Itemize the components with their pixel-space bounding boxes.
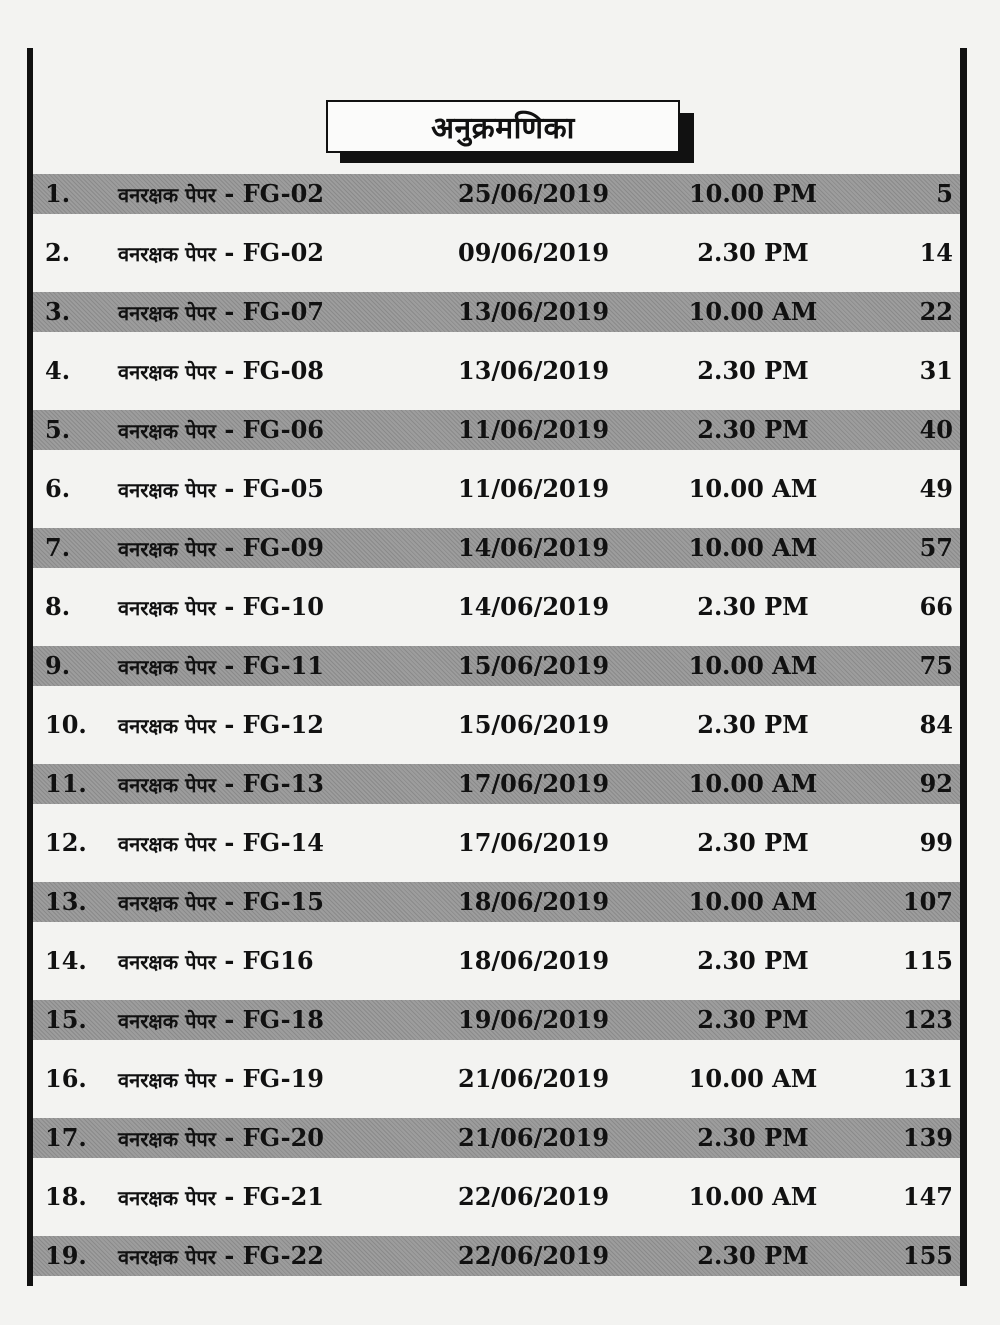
paper-name: वनरक्षक पेपर [118,537,216,561]
paper-code: - FG-13 [215,769,324,798]
page-number: 123 [902,1005,953,1034]
row-number: 16. [45,1064,87,1093]
page-number: 57 [919,533,953,562]
paper-code: - FG-05 [215,474,324,503]
page-number: 40 [919,415,953,444]
row-number: 11. [45,769,87,798]
exam-date: 17/06/2019 [458,828,610,857]
paper-title [118,528,408,568]
paper-name: वनरक्षक पेपर [118,1068,216,1092]
row-number: 9. [45,651,71,680]
exam-time: 2.30 PM [697,1005,809,1034]
exam-time: 10.00 AM [688,533,818,562]
page-number: 92 [919,769,953,798]
paper-title [118,1177,408,1217]
exam-time: 2.30 PM [697,415,809,444]
paper-code: - FG-18 [215,1005,324,1034]
exam-time: 2.30 PM [697,238,809,267]
paper-code: - FG-14 [215,828,324,857]
paper-code: - FG-02 [215,179,324,208]
page-number: 131 [902,1064,953,1093]
paper-name: वनरक्षक पेपर [118,478,216,502]
row-number: 10. [45,710,87,739]
table-row[interactable] [33,1000,960,1040]
paper-name: वनरक्षक पेपर [118,714,216,738]
table-row[interactable] [33,1236,960,1276]
paper-code: - FG-08 [215,356,324,385]
exam-date: 09/06/2019 [458,238,610,267]
paper-code: - FG-19 [215,1064,324,1093]
row-number: 19. [45,1241,87,1270]
exam-time: 2.30 PM [697,946,809,975]
table-row[interactable] [33,174,960,214]
exam-time: 2.30 PM [697,1241,809,1270]
paper-code: - FG-12 [215,710,324,739]
table-row[interactable] [33,410,960,450]
exam-time: 10.00 AM [688,1064,818,1093]
row-number: 2. [45,238,71,267]
row-number: 15. [45,1005,87,1034]
exam-date: 15/06/2019 [458,651,610,680]
row-number: 5. [45,415,71,444]
paper-title [118,174,408,214]
page-number: 5 [936,179,953,208]
paper-name: वनरक्षक पेपर [118,301,216,325]
table-row[interactable] [33,1059,960,1099]
paper-code: - FG-07 [215,297,324,326]
paper-name: वनरक्षक पेपर [118,950,216,974]
paper-name: वनरक्षक पेपर [118,1186,216,1210]
paper-name: वनरक्षक पेपर [118,1245,216,1269]
page-number: 31 [919,356,953,385]
paper-title [118,882,408,922]
paper-title [118,292,408,332]
contents-table [33,174,960,1279]
paper-name: वनरक्षक पेपर [118,1009,216,1033]
paper-name: वनरक्षक पेपर [118,596,216,620]
page-number: 139 [902,1123,953,1152]
paper-name: वनरक्षक पेपर [118,655,216,679]
paper-code: - FG-10 [215,592,324,621]
paper-title [118,705,408,745]
page-number: 14 [919,238,953,267]
paper-code: - FG-06 [215,415,324,444]
paper-name: वनरक्षक पेपर [118,183,216,207]
page-number: 115 [902,946,953,975]
row-number: 8. [45,592,71,621]
table-row[interactable] [33,292,960,332]
exam-time: 10.00 AM [688,887,818,916]
table-row[interactable] [33,1177,960,1217]
page-number: 75 [919,651,953,680]
row-number: 13. [45,887,87,916]
exam-time: 10.00 AM [688,1182,818,1211]
table-row[interactable] [33,882,960,922]
table-row[interactable] [33,469,960,509]
paper-title [118,351,408,391]
page-number: 84 [919,710,953,739]
page-number: 49 [919,474,953,503]
paper-name: वनरक्षक पेपर [118,1127,216,1151]
paper-code: - FG-02 [215,238,324,267]
exam-date: 19/06/2019 [458,1005,610,1034]
page-number: 66 [919,592,953,621]
row-number: 18. [45,1182,87,1211]
exam-time: 2.30 PM [697,828,809,857]
table-row[interactable] [33,587,960,627]
page-number: 99 [919,828,953,857]
paper-name: वनरक्षक पेपर [118,773,216,797]
paper-title [118,823,408,863]
exam-date: 13/06/2019 [458,356,610,385]
table-row[interactable] [33,646,960,686]
table-row[interactable] [33,351,960,391]
exam-time: 10.00 AM [688,297,818,326]
paper-name: वनरक्षक पेपर [118,832,216,856]
row-number: 14. [45,946,87,975]
paper-title [118,1000,408,1040]
paper-code: - FG-22 [215,1241,324,1270]
exam-time: 10.00 AM [688,651,818,680]
page-number: 22 [919,297,953,326]
exam-time: 2.30 PM [697,592,809,621]
paper-name: वनरक्षक पेपर [118,419,216,443]
table-row[interactable] [33,705,960,745]
exam-date: 25/06/2019 [458,179,610,208]
row-number: 1. [45,179,71,208]
page-number: 147 [902,1182,953,1211]
paper-title [118,410,408,450]
paper-title [118,1236,408,1276]
paper-name: वनरक्षक पेपर [118,242,216,266]
paper-code: - FG-09 [215,533,324,562]
exam-date: 17/06/2019 [458,769,610,798]
exam-date: 14/06/2019 [458,592,610,621]
paper-title [118,233,408,273]
paper-name: वनरक्षक पेपर [118,360,216,384]
page-number: 107 [902,887,953,916]
exam-date: 18/06/2019 [458,887,610,916]
table-row[interactable] [33,233,960,273]
page-title: अनुक्रमणिका [326,100,680,153]
exam-date: 21/06/2019 [458,1123,610,1152]
table-row[interactable] [33,823,960,863]
page-number: 155 [902,1241,953,1270]
table-row[interactable] [33,528,960,568]
exam-time: 10.00 AM [688,474,818,503]
row-number: 3. [45,297,71,326]
table-row[interactable] [33,1118,960,1158]
exam-date: 18/06/2019 [458,946,610,975]
exam-date: 21/06/2019 [458,1064,610,1093]
paper-title [118,941,408,981]
table-row[interactable] [33,764,960,804]
title-frame [326,100,694,164]
row-number: 6. [45,474,71,503]
paper-title [118,587,408,627]
paper-title [118,469,408,509]
exam-date: 14/06/2019 [458,533,610,562]
row-number: 17. [45,1123,87,1152]
exam-date: 15/06/2019 [458,710,610,739]
exam-time: 2.30 PM [697,710,809,739]
row-number: 4. [45,356,71,385]
exam-date: 22/06/2019 [458,1182,610,1211]
paper-title [118,646,408,686]
paper-code: - FG-11 [215,651,324,680]
row-number: 12. [45,828,87,857]
paper-code: - FG-20 [215,1123,324,1152]
exam-time: 10.00 AM [688,769,818,798]
exam-date: 11/06/2019 [458,474,610,503]
paper-title [118,1118,408,1158]
right-border-rule [960,48,967,1286]
paper-name: वनरक्षक पेपर [118,891,216,915]
paper-title [118,1059,408,1099]
exam-date: 22/06/2019 [458,1241,610,1270]
exam-time: 2.30 PM [697,356,809,385]
row-number: 7. [45,533,71,562]
paper-code: - FG16 [215,946,314,975]
exam-date: 13/06/2019 [458,297,610,326]
table-row[interactable] [33,941,960,981]
paper-title [118,764,408,804]
paper-code: - FG-15 [215,887,324,916]
exam-date: 11/06/2019 [458,415,610,444]
paper-code: - FG-21 [215,1182,324,1211]
exam-time: 10.00 PM [688,179,818,208]
exam-time: 2.30 PM [697,1123,809,1152]
